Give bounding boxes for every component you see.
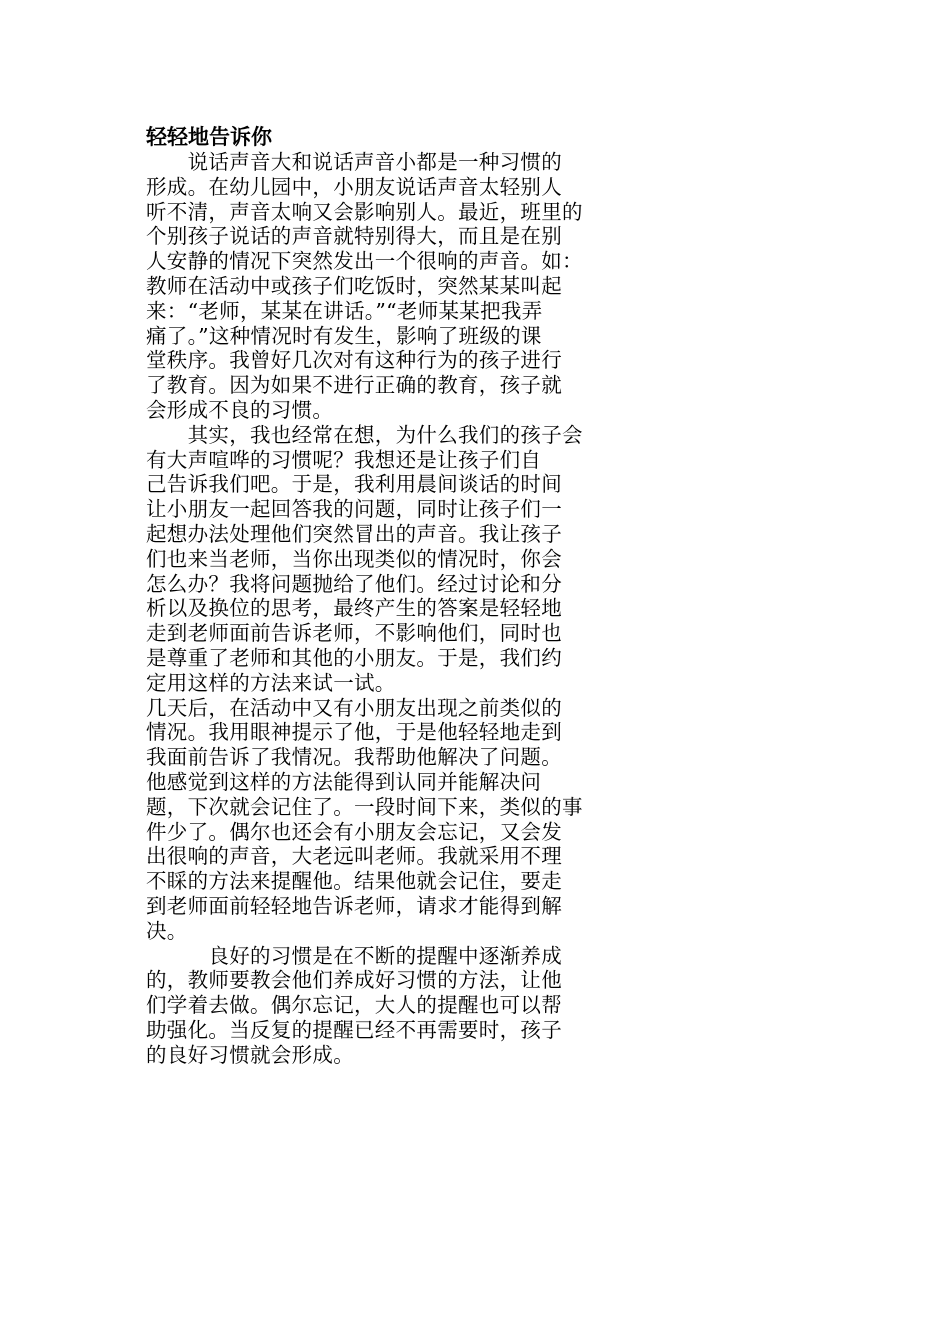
text-line: 我面前告诉了我情况。我帮助他解决了问题。 [146, 745, 562, 770]
text-line: 良好的习惯是在不断的提醒中逐渐养成 [146, 943, 562, 968]
text-line: 其实，我也经常在想，为什么我们的孩子会 [146, 422, 583, 447]
text-line: 到老师面前轻轻地告诉老师，请求才能得到解 [146, 893, 562, 918]
text-line: 们学着去做。偶尔忘记，大人的提醒也可以帮 [146, 993, 562, 1018]
text-line: 析以及换位的思考，最终产生的答案是轻轻地 [146, 596, 562, 621]
text-line: 怎么办？我将问题抛给了他们。经过讨论和分 [146, 571, 562, 596]
document-title: 轻轻地告诉你 [146, 125, 272, 149]
text-line: 来：“老师，某某在讲话。”“老师某某把我弄 [146, 298, 543, 323]
document-body [146, 150, 826, 1067]
text-line: 有大声喧哗的习惯呢？我想还是让孩子们自 [146, 447, 542, 472]
text-line: 形成。在幼儿园中，小朋友说话声音太轻别人 [146, 174, 562, 199]
text-line: 不睬的方法来提醒他。结果他就会记住，要走 [146, 869, 562, 894]
text-line: 助强化。当反复的提醒已经不再需要时，孩子 [146, 1017, 562, 1042]
text-line: 定用这样的方法来试一试。 [146, 670, 396, 695]
text-line: 己告诉我们吧。于是，我利用晨间谈话的时间 [146, 472, 562, 497]
text-line: 痛了。”这种情况时有发生，影响了班级的课 [146, 323, 542, 348]
text-line: 情况。我用眼神提示了他，于是他轻轻地走到 [146, 720, 562, 745]
text-line: 让小朋友一起回答我的问题，同时让孩子们一 [146, 497, 562, 522]
text-line: 人安静的情况下突然发出一个很响的声音。如： [146, 249, 583, 274]
text-line: 们也来当老师，当你出现类似的情况时，你会 [146, 546, 562, 571]
text-line: 几天后，在活动中又有小朋友出现之前类似的 [146, 695, 562, 720]
text-line: 会形成不良的习惯。 [146, 397, 334, 422]
text-line: 起想办法处理他们突然冒出的声音。我让孩子 [146, 521, 562, 546]
text-line: 堂秩序。我曾好几次对有这种行为的孩子进行 [146, 348, 562, 373]
text-line: 题，下次就会记住了。一段时间下来，类似的事 [146, 794, 583, 819]
text-line: 教师在活动中或孩子们吃饭时，突然某某叫起 [146, 273, 562, 298]
text-line: 说话声音大和说话声音小都是一种习惯的 [146, 150, 562, 174]
text-line: 件少了。偶尔也还会有小朋友会忘记，又会发 [146, 819, 562, 844]
text-line: 出很响的声音，大老远叫老师。我就采用不理 [146, 844, 562, 869]
text-line: 听不清，声音太响又会影响别人。最近，班里的 [146, 199, 583, 224]
text-line: 个别孩子说话的声音就特别得大，而且是在别 [146, 224, 562, 249]
text-line: 他感觉到这样的方法能得到认同并能解决问 [146, 769, 542, 794]
text-line: 的，教师要教会他们养成好习惯的方法，让他 [146, 968, 562, 993]
text-line: 的良好习惯就会形成。 [146, 1042, 354, 1067]
text-line: 走到老师面前告诉老师，不影响他们，同时也 [146, 621, 562, 646]
text-line: 是尊重了老师和其他的小朋友。于是，我们约 [146, 645, 562, 670]
text-line: 决。 [146, 918, 188, 943]
text-line: 了教育。因为如果不进行正确的教育，孩子就 [146, 373, 562, 398]
